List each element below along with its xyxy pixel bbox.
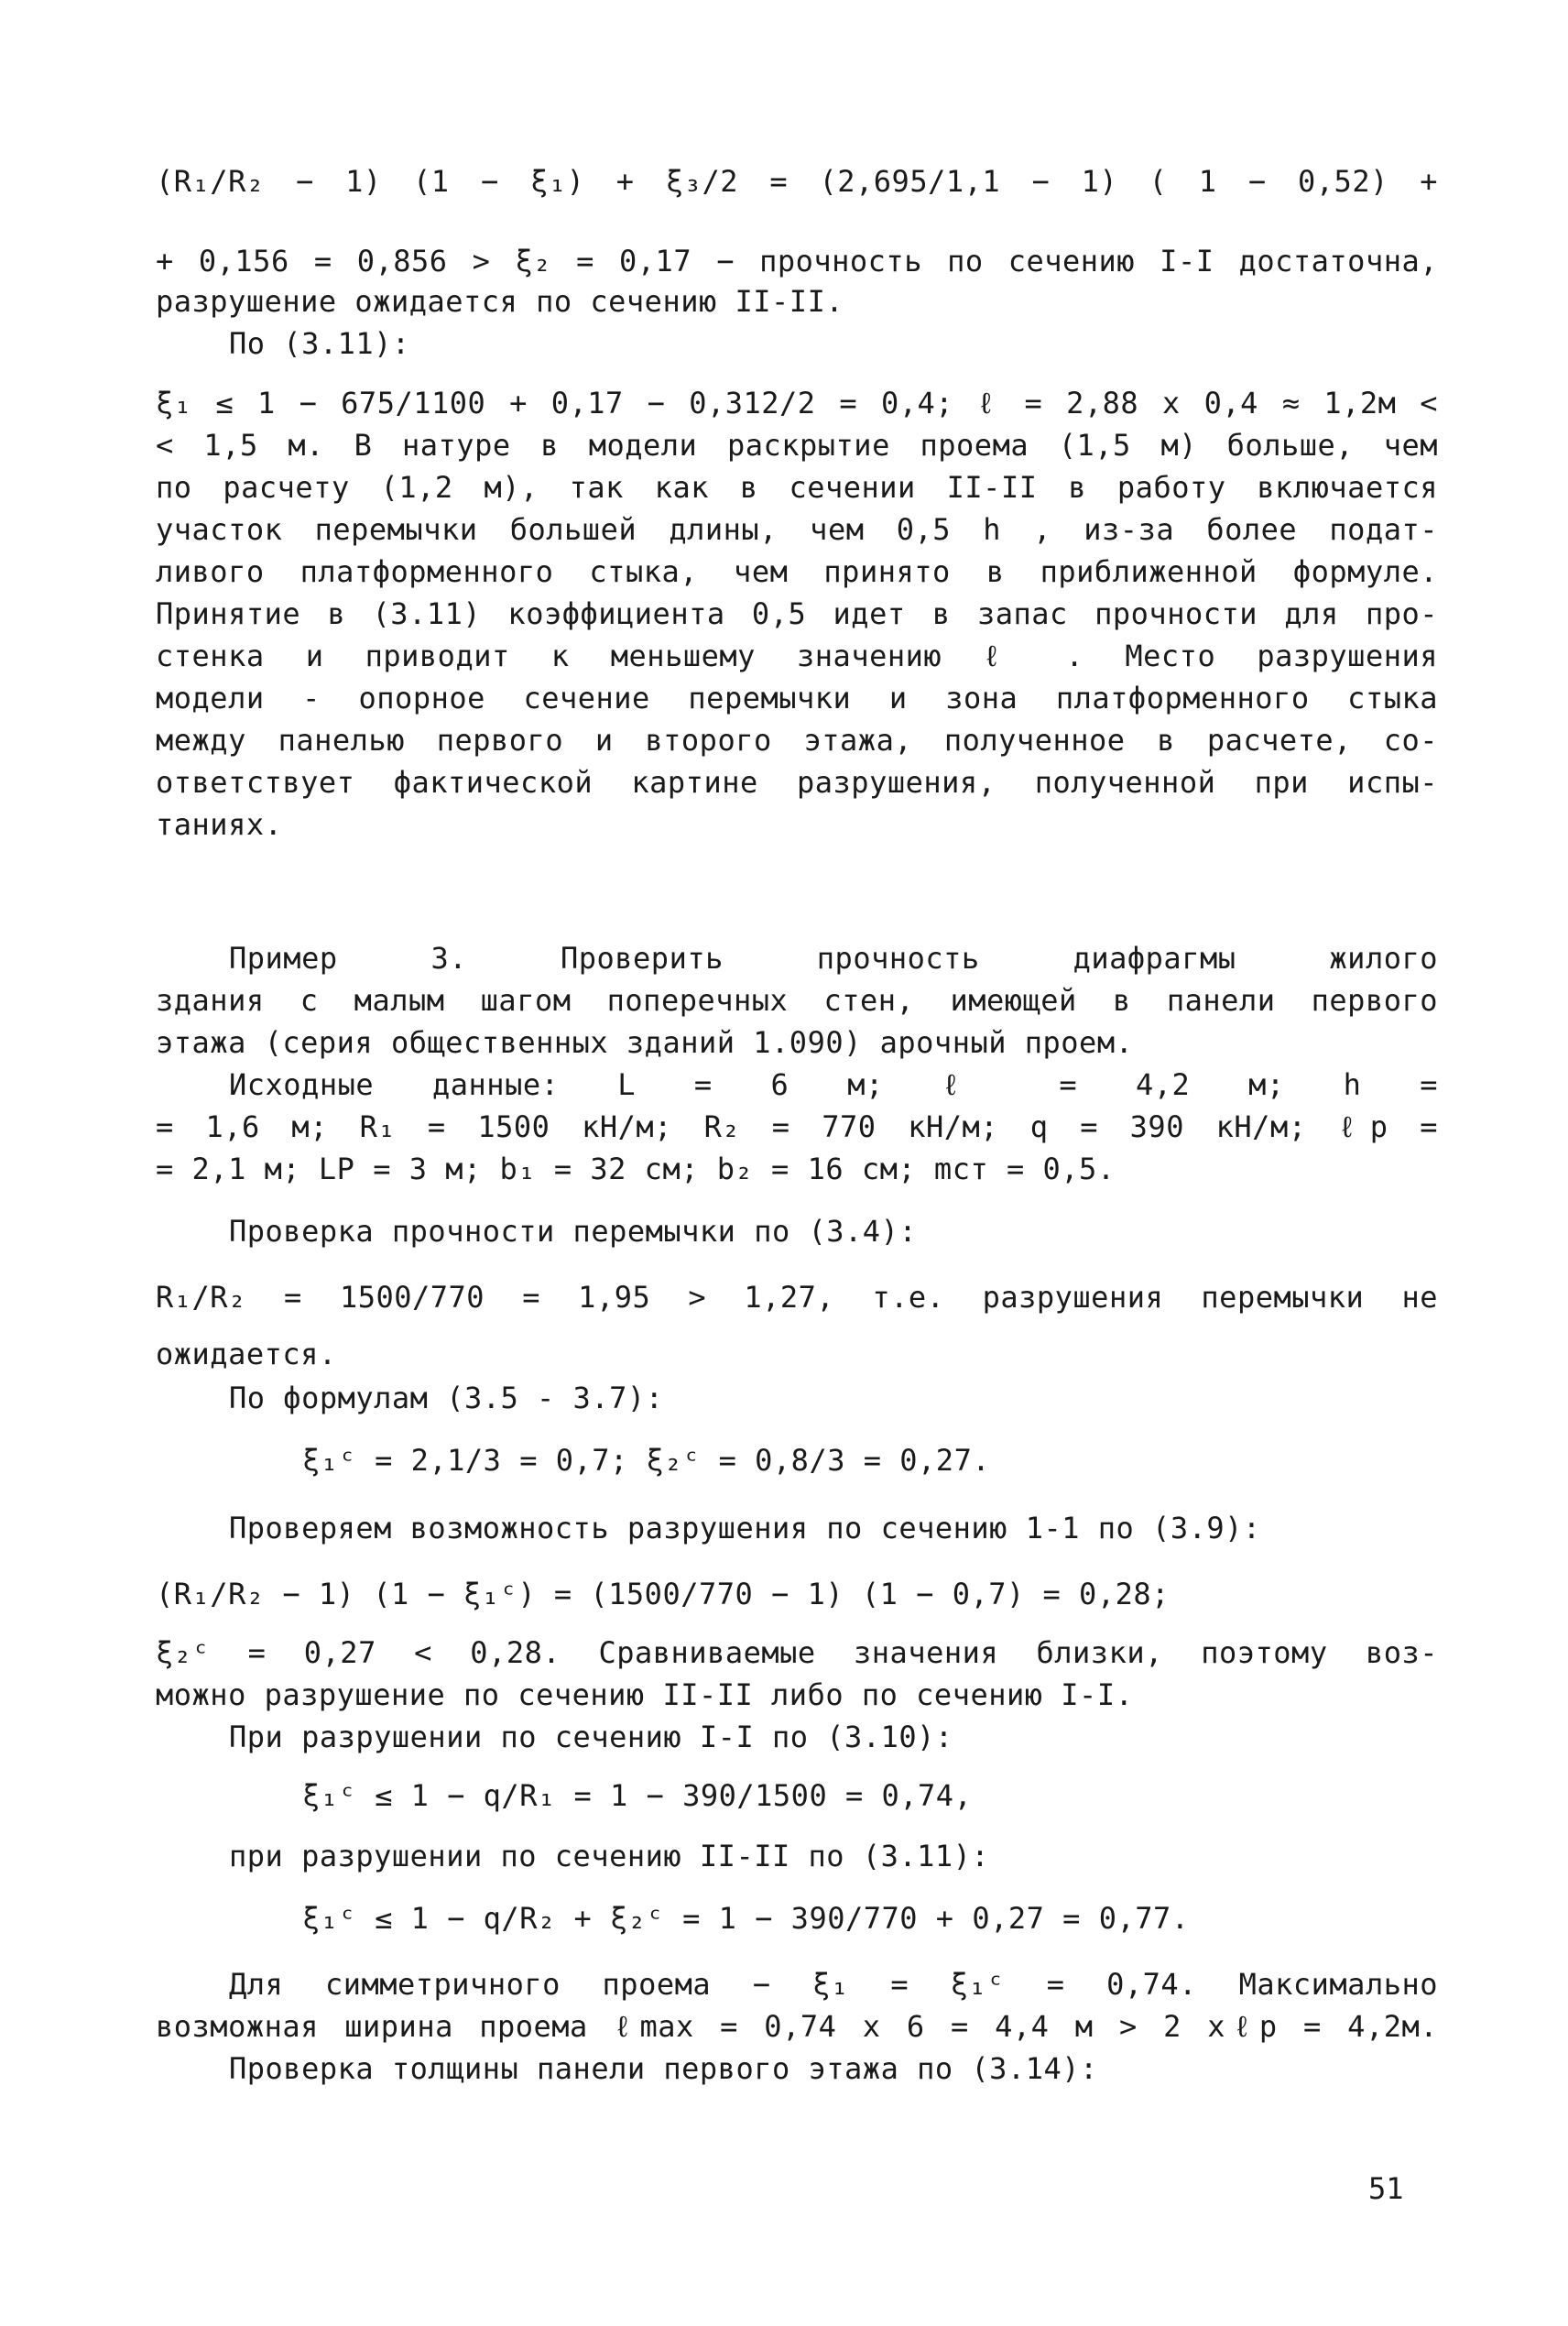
page-number: 51 <box>1368 2171 1404 2206</box>
text-line: Принятие в (3.11) коэффициента 0,5 идет в запас прочности для про- <box>156 596 1438 631</box>
text-line: между панелью первого и второго этажа, полученное в расчете, со- <box>156 723 1438 758</box>
text-line: можно разрушение по сечению II-II либо по сечению I-I. <box>156 1677 1134 1712</box>
text-line: ответствует фактической картине разрушения, полученной при испы- <box>156 765 1438 800</box>
text-line: ливого платформенного стыка, чем принято в приближенной формуле. <box>156 554 1438 589</box>
text-line: модели - опорное сечение перемычки и зона платформенного стыка <box>156 681 1438 715</box>
text-line: таниях. <box>156 807 283 842</box>
text-line: разрушение ожидается по сечению II-II. <box>156 284 844 319</box>
text-line: участок перемычки большей длины, чем 0,5 h , из-за более подат- <box>156 512 1438 547</box>
text-line: стенка и приводит к меньшему значению ℓ . Место разрушения <box>156 639 1438 673</box>
text-line: по расчету (1,2 м), так как в сечении II-II в работу включается <box>156 470 1438 505</box>
input-data-line: = 1,6 м; R₁ = 1500 кН/м; R₂ = 770 кН/м; q = 390 кН/м; ℓp = <box>156 1109 1438 1144</box>
formula-line: ξ₁ᶜ = 2,1/3 = 0,7; ξ₂ᶜ = 0,8/3 = 0,27. <box>302 1443 991 1478</box>
text-line: при разрушении по сечению II-II по (3.11): <box>229 1839 990 1873</box>
text-line: Проверяем возможность разрушения по сечению 1-1 по (3.9): <box>229 1511 1261 1545</box>
text-line: При разрушении по сечению I-I по (3.10): <box>229 1720 953 1754</box>
text-line: возможная ширина проема ℓmax = 0,74 x 6 = 4,4 м > 2 xℓp = 4,2м. <box>156 2009 1438 2044</box>
formula-line: ξ₁ᶜ ≤ 1 − q/R₁ = 1 − 390/1500 = 0,74, <box>302 1778 973 1813</box>
text-line: По (3.11): <box>229 326 410 361</box>
formula-line: R₁/R₂ = 1500/770 = 1,95 > 1,27, т.е. разрушения перемычки не <box>156 1280 1438 1315</box>
text-line: Для симметричного проема − ξ₁ = ξ₁ᶜ = 0,74. Максимально <box>229 1967 1438 2002</box>
formula-line: ξ₁ ≤ 1 − 675/1100 + 0,17 − 0,312/2 = 0,4; ℓ = 2,88 x 0,4 ≈ 1,2м < <box>156 386 1438 420</box>
text-line: (R₁/R₂ − 1) (1 − ξ₁) + ξ₃/2 = (2,695/1,1 − 1) ( 1 − 0,52) + <box>156 164 1438 199</box>
text-line: Проверка толщины панели первого этажа по (3.14): <box>229 2051 1098 2086</box>
text-line: ожидается. <box>156 1337 337 1371</box>
input-data-line: = 2,1 м; LP = 3 м; b₁ = 32 см; b₂ = 16 см; mст = 0,5. <box>156 1152 1116 1186</box>
example-heading: Пример 3. Проверить прочность диафрагмы жилого <box>229 941 1438 976</box>
formula-line: ξ₁ᶜ ≤ 1 − q/R₂ + ξ₂ᶜ = 1 − 390/770 + 0,27 = 0,77. <box>302 1901 1190 1936</box>
text-line: По формулам (3.5 - 3.7): <box>229 1381 664 1415</box>
input-data-line: Исходные данные: L = 6 м; ℓ = 4,2 м; h = <box>229 1067 1438 1102</box>
text-line: здания с малым шагом поперечных стен, имеющей в панели первого <box>156 983 1438 1018</box>
text-line: < 1,5 м. В натуре в модели раскрытие проема (1,5 м) больше, чем <box>156 428 1438 463</box>
formula-line: (R₁/R₂ − 1) (1 − ξ₁ᶜ) = (1500/770 − 1) (1 − 0,7) = 0,28; <box>156 1577 1170 1611</box>
text-line: ξ₂ᶜ = 0,27 < 0,28. Сравниваемые значения близки, поэтому воз- <box>156 1635 1438 1670</box>
text-line: этажа (серия общественных зданий 1.090) арочный проем. <box>156 1025 1134 1060</box>
text-line: Проверка прочности перемычки по (3.4): <box>229 1214 918 1249</box>
text-line: + 0,156 = 0,856 > ξ₂ = 0,17 − прочность по сечению I-I достаточна, <box>156 244 1438 278</box>
